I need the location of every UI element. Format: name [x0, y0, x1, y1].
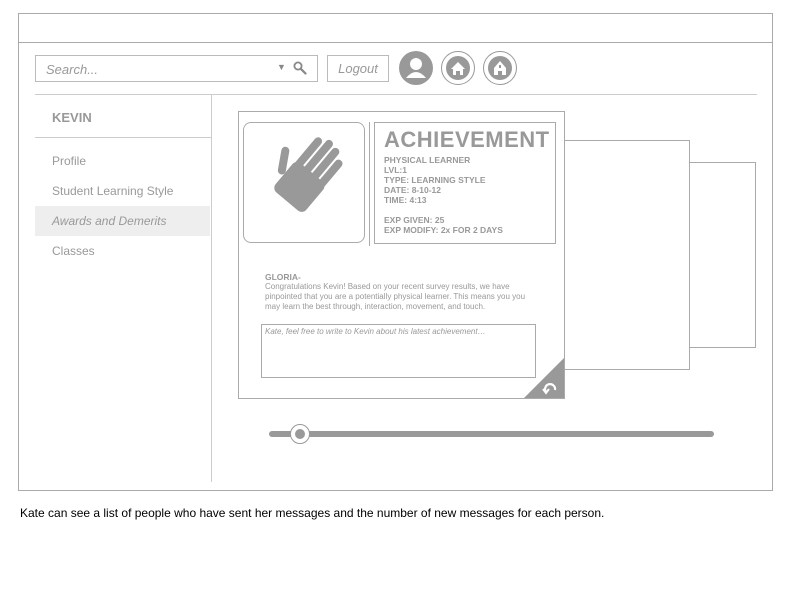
achievement-details: [374, 122, 556, 244]
achievement-time-line: TIME: 4:13: [384, 195, 427, 205]
school-house-icon: [484, 52, 516, 84]
sidebar-item-student-learning-style[interactable]: Student Learning Style: [52, 184, 174, 198]
stacked-card-middle[interactable]: [559, 140, 690, 370]
chevron-down-icon[interactable]: ▼: [277, 62, 286, 72]
title-bar: [19, 14, 772, 43]
sidebar-item-profile[interactable]: Profile: [52, 154, 87, 168]
sidebar-item-classes[interactable]: Classes: [52, 244, 95, 258]
header-divider: [35, 94, 757, 95]
achievement-category-line: TYPE: LEARNING STYLE: [384, 175, 486, 185]
search-icon[interactable]: [293, 61, 307, 75]
sidebar-username: KEVIN: [52, 110, 92, 125]
achievement-card: [238, 111, 565, 399]
search-input[interactable]: [46, 61, 266, 77]
achievement-exp-modify-line: EXP MODIFY: 2x FOR 2 DAYS: [384, 225, 503, 235]
achievement-title: ACHIEVEMENT: [384, 127, 550, 152]
page-curl-icon[interactable]: [524, 358, 564, 398]
logout-button[interactable]: Logout: [327, 55, 389, 82]
achievement-icon-box: [243, 122, 365, 243]
username-divider: [35, 137, 211, 138]
slider-track[interactable]: [269, 431, 714, 437]
caption: Kate can see a list of people who have sent her messages and the number of new messages for each person.: [20, 506, 605, 520]
achievement-exp-given-line: EXP GIVEN: 25: [384, 215, 445, 225]
message-sender: GLORIA-: [265, 272, 301, 282]
achievement-type-line: PHYSICAL LEARNER: [384, 155, 471, 165]
search-box[interactable]: [35, 55, 318, 82]
user-avatar-icon[interactable]: [399, 51, 433, 85]
high-five-hand-icon: [244, 123, 364, 242]
home-icon: [442, 52, 474, 84]
reply-box[interactable]: [261, 324, 536, 378]
message-body: Congratulations Kevin! Based on your recent survey results, we have pinpointed that you are a potentially physical learner. This means you you may learn the best through, interaction, movement, and touch.: [265, 282, 526, 311]
app-window: [18, 13, 773, 491]
sidebar-item-awards-and-demerits[interactable]: Awards and Demerits: [35, 206, 210, 236]
reply-input[interactable]: [265, 327, 530, 372]
home-button[interactable]: [441, 51, 475, 85]
school-button[interactable]: [483, 51, 517, 85]
achievement-date-line: DATE: 8-10-12: [384, 185, 441, 195]
card-divider: [369, 122, 370, 246]
slider-handle[interactable]: [290, 424, 310, 444]
sidebar-divider: [211, 95, 212, 482]
achievement-level-line: LVL:1: [384, 165, 407, 175]
